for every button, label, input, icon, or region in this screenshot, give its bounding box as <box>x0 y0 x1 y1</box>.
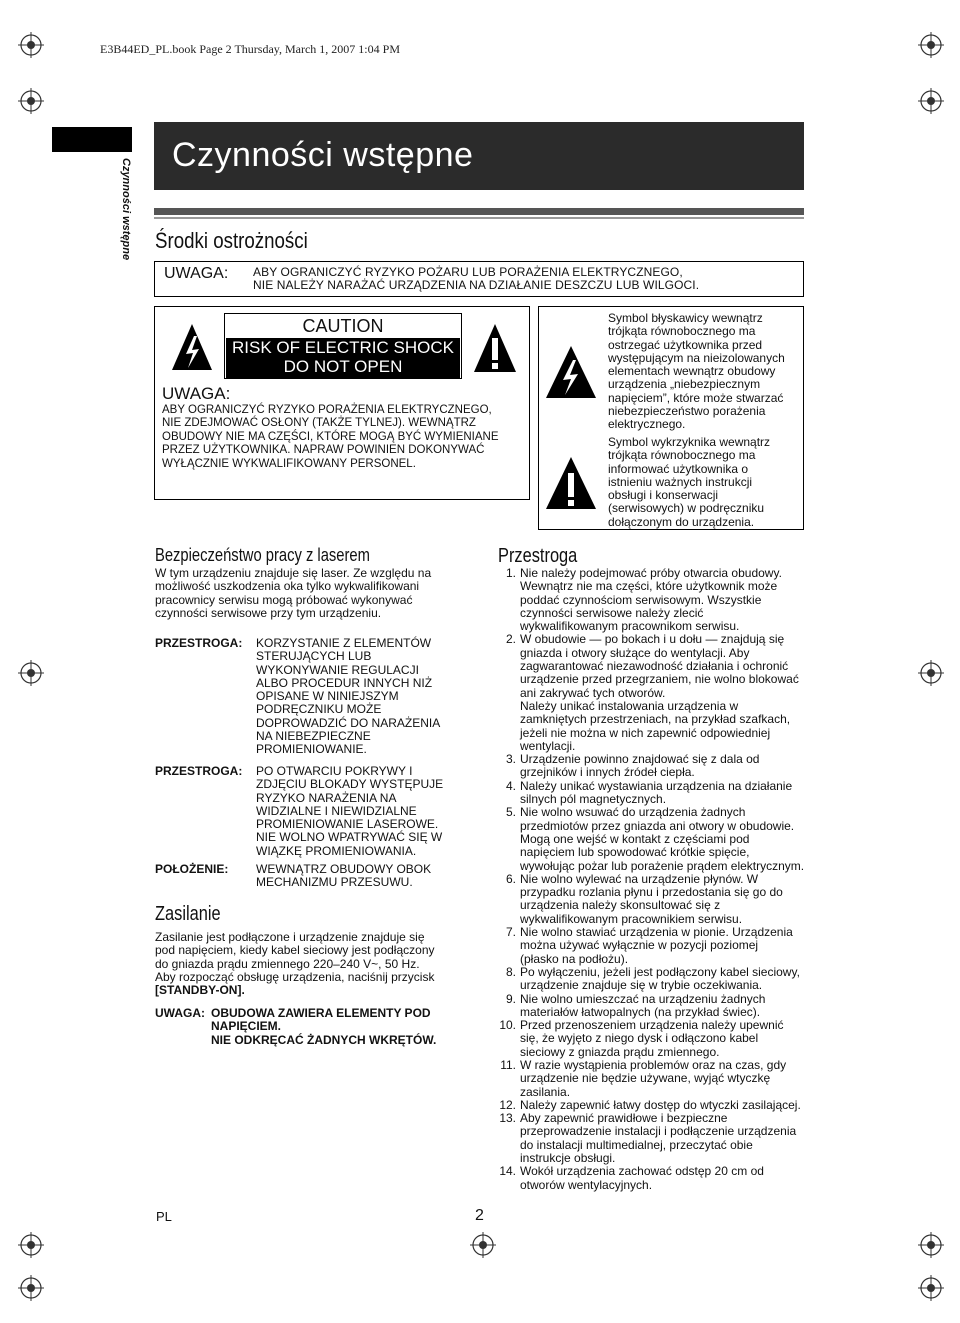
section-title: Środki ostrożności <box>155 228 308 253</box>
item-line: się, że wyjęto z niego dysk i odłączono kabel <box>520 1031 759 1046</box>
item-number: 4. <box>505 778 516 793</box>
item-number: 3. <box>505 752 516 767</box>
item-line: Nie należy podejmować próby otwarcia obudowy. <box>520 566 782 580</box>
caution-text: ABY OGRANICZYĆ RYZYKO PORAŻENIA ELEKTRYCZNEGO, NIE ZDEJMOWAĆ OSŁONY (TAKŻE TYLNEJ). WEWNĄTRZ OBUDOWY NIE MA CZĘŚCI, KTÓRE MOGĄ BYĆ WYMIENIANE PRZEZ UŻYTKOWNIKA. NAPRAW POWINIEN DOKONYWAĆ WYŁĄCZNIE WYKWALIFIKOWANY PERSONEL. <box>162 404 499 470</box>
text-line: PODRĘCZNIKU MOŻE <box>256 702 382 717</box>
item-line: instrukcje obsługi. <box>520 1151 616 1166</box>
caution-title: CAUTION <box>302 316 384 336</box>
item-line: wykwalifikowanym pracownikiem serwisu. <box>520 911 743 926</box>
item-number: 10. <box>499 1018 516 1033</box>
text-line: trójkąta równobocznego ma <box>608 324 756 339</box>
item-line: urządzenia należy skonsultować się z <box>520 898 721 913</box>
text-line: ostrzegać użytkownika przed <box>608 337 763 352</box>
text-line: pracownicy serwisu mogą próbować wykonywać <box>155 592 413 607</box>
text-line: Symbol wykrzyknika wewnątrz <box>608 435 771 449</box>
text-line: NA NIEBEZPIECZNE <box>256 729 371 744</box>
print-header: E3B44ED_PL.book Page 2 Thursday, March 1, 2007 1:04 PM <box>100 42 400 56</box>
item-line: przeprowadzenie instalacji i podłączenie urządzenia <box>520 1124 797 1139</box>
text-line: dołączonym do urządzenia. <box>608 514 755 529</box>
item-number: 7. <box>505 925 516 940</box>
item-line: Należy zapewnić łatwy dostęp do wtyczki zasilającej. <box>520 1097 801 1112</box>
item-number: 1. <box>505 566 516 580</box>
item-line: Należy unikać wystawiania urządzenia na działanie <box>520 778 793 793</box>
item-line: wywołując pożar lub porażenie prądem elektrycznym. <box>520 858 805 873</box>
przestroga-item <box>499 1111 810 1166</box>
caution-uwaga: UWAGA: <box>162 384 231 403</box>
item-line: Nie wolno stawiać urządzenia w pionie. Urządzenia <box>520 925 793 940</box>
item-line: napięciem lub spowodować krótkie spięcie, <box>520 845 750 860</box>
item-number: 8. <box>505 964 516 979</box>
item-line: jeżeli nie można w nich zapewnić odpowiedniej <box>520 725 771 740</box>
item-line: W razie wystąpienia problemów oraz na czas, gdy <box>520 1057 787 1072</box>
laser-position-text <box>256 863 486 890</box>
power-heading: Zasilanie <box>155 903 221 925</box>
item-line: czynności serwisowe należy zlecić <box>520 605 704 620</box>
text-line: Symbol błyskawicy wewnątrz <box>608 311 763 325</box>
item-line: otworów wentylacyjnych. <box>520 1177 653 1192</box>
item-line: materiałów łatwopalnych (na przykład świec). <box>520 1004 761 1019</box>
text-line: DOPROWADZIĆ DO NARAŻENIA <box>256 715 441 730</box>
item-line: ani zakrywać tych otworów. <box>520 685 666 700</box>
registration-mark-icon <box>918 32 944 58</box>
text-line: WIĄZKĘ PROMIENIOWANIA. <box>256 843 417 858</box>
przestroga-item <box>505 964 810 993</box>
text-line: OBUDOWA ZAWIERA ELEMENTY POD <box>211 1006 431 1020</box>
power-uwaga-text <box>211 1007 491 1047</box>
item-line: zagwarantować niezawodność działania i ochronić <box>520 659 789 674</box>
text-line: RYZYKO NARAŻENIA NA <box>256 790 397 805</box>
item-line: sieciowy z gniazda prądu zmiennego. <box>520 1044 720 1059</box>
side-tab <box>52 127 132 152</box>
item-number: 2. <box>505 632 516 647</box>
text-line: (serwisowych) w podręczniku <box>608 501 765 516</box>
risk-band: RISK OF ELECTRIC SHOCK DO NOT OPEN <box>226 338 460 378</box>
text-line: trójkąta równobocznego ma <box>608 448 756 463</box>
text-line: PROMIENIOWANIE. <box>256 742 367 757</box>
item-number: 5. <box>505 805 516 820</box>
text-line: OPISANE W NINIEJSZYM <box>256 689 399 704</box>
registration-mark-icon <box>18 1275 44 1301</box>
item-line: można używać wyłącznie w pozycji poziomej <box>520 938 759 953</box>
przestroga-item <box>505 632 810 753</box>
text-line: WEWNĄTRZ OBUDOWY OBOK <box>256 862 432 876</box>
text-line: napięciem”, które może stwarzać <box>608 390 784 405</box>
laser-position-label: POŁOŻENIE: <box>155 862 229 876</box>
item-number: 6. <box>505 871 516 886</box>
przestroga-item <box>500 1057 810 1099</box>
item-line: urządzenie przed przegrzaniem, nie wolno blokować <box>520 672 799 687</box>
item-line: Przed przenoszeniem urządzenia należy upewnić <box>520 1018 784 1033</box>
przestroga-heading: Przestroga <box>498 545 578 567</box>
laser-heading: Bezpieczeństwo pracy z laserem <box>155 545 370 565</box>
text-line: WIDZIALNE I NIEWIDZIALNE <box>256 803 417 818</box>
item-line: Po wyłączeniu, jeżeli jest podłączony kabel sieciowy, <box>520 964 800 979</box>
item-line: Należy unikać instalowania urządzenia w <box>520 698 739 713</box>
text-line: NIE ODKRĘCAĆ ŻADNYCH WKRĘTÓW. <box>211 1032 437 1047</box>
przestroga-item <box>499 1164 810 1192</box>
registration-mark-icon <box>918 1275 944 1301</box>
item-number: 11. <box>500 1057 516 1072</box>
text-line: NIE WOLNO WPATRYWAĆ SIĘ W <box>256 830 443 845</box>
przestroga-item <box>505 991 810 1020</box>
power-text: Zasilanie jest podłączone i urządzenie znajduje się pod napięciem, kiedy kabel sieciowy jest podłączony do gniazda prądu zmiennego 220–240 V~, 50 Hz. Aby rozpocząć obsługę urządzenia, naciśnij przycisk [STANDBY-ON]. <box>155 931 495 997</box>
item-line: zasilania. <box>520 1084 571 1099</box>
text-line: niebezpieczeństwo porażenia <box>608 404 766 419</box>
registration-mark-icon <box>470 1232 496 1258</box>
text-line: KORZYSTANIE Z ELEMENTÓW <box>256 636 432 650</box>
item-line: urządzenie nie będzie używane, wyjąć wtyczkę <box>520 1071 771 1086</box>
item-line: Urządzenie powinno znajdować się z dala od <box>520 752 760 767</box>
text-line: urządzenia „niebezpiecznym <box>608 377 761 392</box>
item-line: Mogą one wejść w kontakt z częściami pod <box>520 831 750 846</box>
section-rule-thin <box>154 217 804 219</box>
lightning-triangle-icon <box>544 344 598 400</box>
item-line: poddać czynnościom serwisowym. Wszystkie <box>520 592 762 607</box>
text-line: Zasilanie jest podłączone i urządzenie znajduje się <box>155 930 425 944</box>
top-warning-label: UWAGA: <box>164 265 229 282</box>
text-line: elektrycznego. <box>608 417 686 432</box>
text-line: WYKONYWANIE REGULACJI <box>256 662 419 677</box>
section-rule <box>154 208 804 215</box>
text-line: istnieniu ważnych instrukcji <box>608 474 753 489</box>
item-line: W obudowie — po bokach i u dołu — znajdują się <box>520 632 785 647</box>
registration-mark-icon <box>918 88 944 114</box>
item-line: (płasko na podłożu). <box>520 951 629 966</box>
footer-language: PL <box>156 1209 172 1224</box>
item-number: 14. <box>499 1164 516 1179</box>
registration-mark-icon <box>18 88 44 114</box>
text-line: obsługi i konserwacji <box>608 488 719 503</box>
przestroga-item <box>505 925 810 966</box>
title-bar <box>154 122 804 190</box>
item-line: wykwalifikowanym pracownikom serwisu. <box>520 619 740 634</box>
item-line: do instalacji multimedialnej, przeczytać obie <box>520 1137 753 1152</box>
power-uwaga-label: UWAGA: <box>155 1006 205 1020</box>
top-warning-text: ABY OGRANICZYĆ RYZYKO POŻARU LUB PORAŻENIA ELEKTRYCZNEGO, NIE NALEŻY NARAŻAĆ URZĄDZENIA NA DZIAŁANIE DESZCZU LUB WILGOCI. <box>253 265 700 292</box>
przestroga-item <box>505 778 810 807</box>
text-line: możliwość uszkodzenia oka tylko wykwalifikowani <box>155 579 420 594</box>
item-number: 9. <box>505 991 516 1006</box>
laser-warning-2-label: PRZESTROGA: <box>155 764 243 778</box>
przestroga-item <box>499 1018 810 1059</box>
lightning-symbol-text <box>608 312 792 432</box>
text-line: czynności serwisowe przy tym urządzeniu. <box>155 605 382 620</box>
exclamation-triangle-icon <box>544 455 598 511</box>
item-line: zamkniętych przestrzeniach, na przykład szafkach, <box>520 712 791 727</box>
item-line: Nie wolno wylewać na urządzenie płynów. W <box>520 871 759 886</box>
item-line: urządzenie znajduje się w trybie oczekiwania. <box>520 978 763 993</box>
text-line: W tym urządzeniu znajduje się laser. Ze względu na <box>155 566 432 580</box>
item-line: wentylacji. <box>520 738 576 753</box>
registration-mark-icon <box>918 660 944 686</box>
text-line: PROMIENIOWANIE LASEROWE. <box>256 817 439 832</box>
registration-mark-icon <box>918 1232 944 1258</box>
page-title: Czynności wstępne <box>172 136 474 174</box>
text-line: pod napięciem, kiedy kabel sieciowy jest podłączony <box>155 943 435 958</box>
text-line: MECHANIZMU PRZESUWU. <box>256 875 413 890</box>
page-number: 2 <box>475 1207 484 1224</box>
item-line: grzejników i innych źródeł ciepła. <box>520 765 695 780</box>
lightning-triangle-icon <box>170 322 214 372</box>
text-line: występującym na nieizolowanych <box>608 350 785 365</box>
text-line: NAPIĘCIEM. <box>211 1019 282 1034</box>
przestroga-item <box>499 1097 810 1112</box>
text-line: informować użytkownika o <box>608 461 749 476</box>
laser-warning-2-text <box>256 765 486 858</box>
registration-mark-icon <box>18 1232 44 1258</box>
item-line: gniazda i otwory służące do wentylacji. Aby <box>520 645 750 660</box>
przestroga-item <box>505 566 810 634</box>
text-line: do gniazda prądu zmiennego 220–240 V~, 50 Hz. <box>155 956 420 971</box>
item-line: silnych pól magnetycznych. <box>520 792 667 807</box>
exclamation-symbol-text <box>608 436 792 529</box>
registration-mark-icon <box>18 32 44 58</box>
item-line: przypadku rozlania płynu i przedostania się go do <box>520 885 783 900</box>
item-number: 12. <box>499 1097 516 1112</box>
item-line: Wewnątrz nie ma części, które użytkownik może <box>520 579 778 594</box>
item-line: Nie wolno umieszczać na urządzeniu żadnych <box>520 991 766 1006</box>
item-number: 13. <box>499 1111 516 1126</box>
registration-mark-icon <box>18 660 44 686</box>
text-line: elementach wewnątrz obudowy <box>608 364 776 379</box>
text-line: STERUJĄCYCH LUB <box>256 649 372 664</box>
exclamation-triangle-icon <box>472 322 518 374</box>
laser-intro <box>155 567 485 620</box>
item-line: Wokół urządzenia zachować odstęp 20 cm od <box>520 1164 764 1179</box>
laser-warning-1-text <box>256 637 486 757</box>
przestroga-item <box>505 752 810 780</box>
side-label: Czynności wstępne <box>120 158 132 261</box>
przestroga-item <box>505 805 810 873</box>
laser-warning-1-label: PRZESTROGA: <box>155 636 243 650</box>
item-line: Aby zapewnić prawidłowe i bezpieczne <box>520 1111 728 1126</box>
text-line: Aby rozpocząć obsługę urządzenia, naciśnij przycisk <box>155 969 435 984</box>
item-line: Nie wolno wsuwać do urządzenia żadnych <box>520 805 746 820</box>
text-line: PO OTWARCIU POKRYWY I <box>256 764 413 778</box>
text-line: ZDJĘCIU BLOKADY WYSTĘPUJE <box>256 777 444 792</box>
text-line: ALBO PROCEDUR INNYCH NIŻ <box>256 675 433 690</box>
przestroga-list <box>499 566 810 1192</box>
przestroga-item <box>505 871 810 926</box>
item-line: przedmiotów przez gniazda ani otwory w obudowie. <box>520 818 795 833</box>
